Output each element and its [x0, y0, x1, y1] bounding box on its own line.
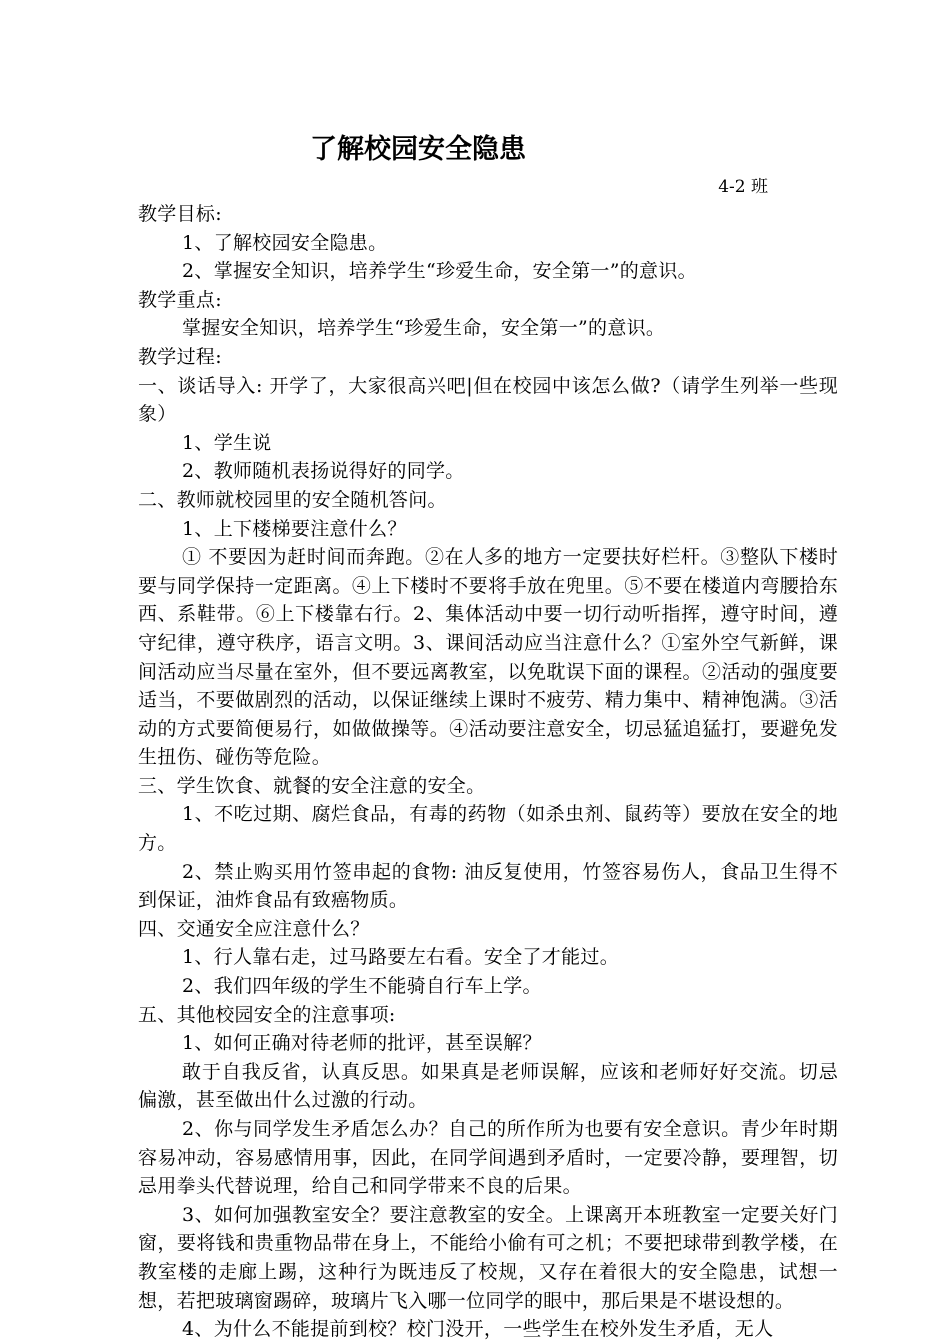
- paragraph: 4、为什么不能提前到校？校门没开，一些学生在校外发生矛盾，无人: [182, 1318, 774, 1341]
- paragraph: 五、其他校园安全的注意事项:: [138, 1003, 396, 1026]
- paragraph: 教学过程:: [138, 345, 222, 368]
- paragraph: ① 不要因为赶时间而奔跑。②在人多的地方一定要扶好栏杆。③整队下楼时要与同学保持一定距离。④上下楼时不要将手放在兜里。⑤不要在楼道内弯腰拾东西、系鞋带。⑥上下楼靠右行。2、集体活动中要一切行动听指挥，遵守时间，遵守纪律，遵守秩序，语言文明。3、课间活动应当注意什么？①室外空气新鲜，课间活动应当尽量在室外，但不要远离教室，以免耽误下面的课程。②活动的强度要适当，不要做剧烈的活动，以保证继续上课时不疲劳、精力集中、精神饱满。③活动的方式要简便易行，如做做操等。④活动要注意安全，切忌猛追猛打，要避免发生扭伤、碰伤等危险。: [138, 546, 838, 769]
- paragraph: 2、你与同学发生矛盾怎么办？自己的所作所为也要有安全意识。青少年时期容易冲动，容易感情用事，因此，在同学间遇到矛盾时，一定要冷静，要理智，切忌用拳头代替说理，给自己和同学带来不良的后果。: [138, 1118, 838, 1198]
- paragraph: 一、谈话导入: 开学了，大家很高兴吧|但在校园中该怎么做?（请学生列举一些现象）: [138, 374, 838, 426]
- paragraph: 2、我们四年级的学生不能骑自行车上学。: [182, 975, 542, 998]
- paragraph: 2、禁止购买用竹签串起的食物: 油反复使用，竹签容易伤人，食品卫生得不到保证，油炸食品有致癌物质。: [138, 860, 838, 912]
- document-body: [138, 200, 838, 1344]
- paragraph: 1、上下楼梯要注意什么？: [182, 517, 407, 540]
- class-label: 4-2 班: [718, 177, 768, 197]
- paragraph: 掌握安全知识，培养学生“珍爱生命，安全第一”的意识。: [182, 317, 666, 340]
- paragraph: 1、不吃过期、腐烂食品，有毒的药物（如杀虫剂、鼠药等）要放在安全的地方。: [138, 803, 838, 855]
- paragraph: 教学重点:: [138, 288, 222, 311]
- paragraph: 四、交通安全应注意什么？: [138, 917, 370, 940]
- paragraph: 2、掌握安全知识，培养学生“珍爱生命，安全第一”的意识。: [182, 260, 697, 283]
- paragraph: 二、教师就校园里的安全随机答问。: [138, 488, 447, 511]
- paragraph: 敢于自我反省，认真反思。如果真是老师误解，应该和老师好好交流。切忌偏激，甚至做出什么过激的行动。: [138, 1060, 838, 1112]
- paragraph: 1、了解校园安全隐患。: [182, 231, 388, 254]
- document-title: 了解校园安全隐患: [310, 134, 526, 165]
- paragraph: 3、如何加强教室安全？要注意教室的安全。上课离开本班教室一定要关好门窗，要将钱和贵重物品带在身上，不能给小偷有可之机；不要把球带到教学楼，在教室楼的走廊上踢，这种行为既违反了校规，又存在着很大的安全隐患，试想一想，若把玻璃窗踢碎，玻璃片飞入哪一位同学的眼中，那后果是不堪设想的。: [138, 1203, 838, 1312]
- paragraph: 1、如何正确对待老师的批评，甚至误解？: [182, 1032, 542, 1055]
- paragraph: 1、行人靠右走，过马路要左右看。安全了才能过。: [182, 946, 619, 969]
- paragraph: 三、学生饮食、就餐的安全注意的安全。: [138, 774, 486, 797]
- paragraph: 2、教师随机表扬说得好的同学。: [182, 460, 465, 483]
- paragraph: 教学目标:: [138, 203, 222, 225]
- paragraph: 1、学生说: [182, 431, 272, 454]
- document-page: [138, 126, 838, 1344]
